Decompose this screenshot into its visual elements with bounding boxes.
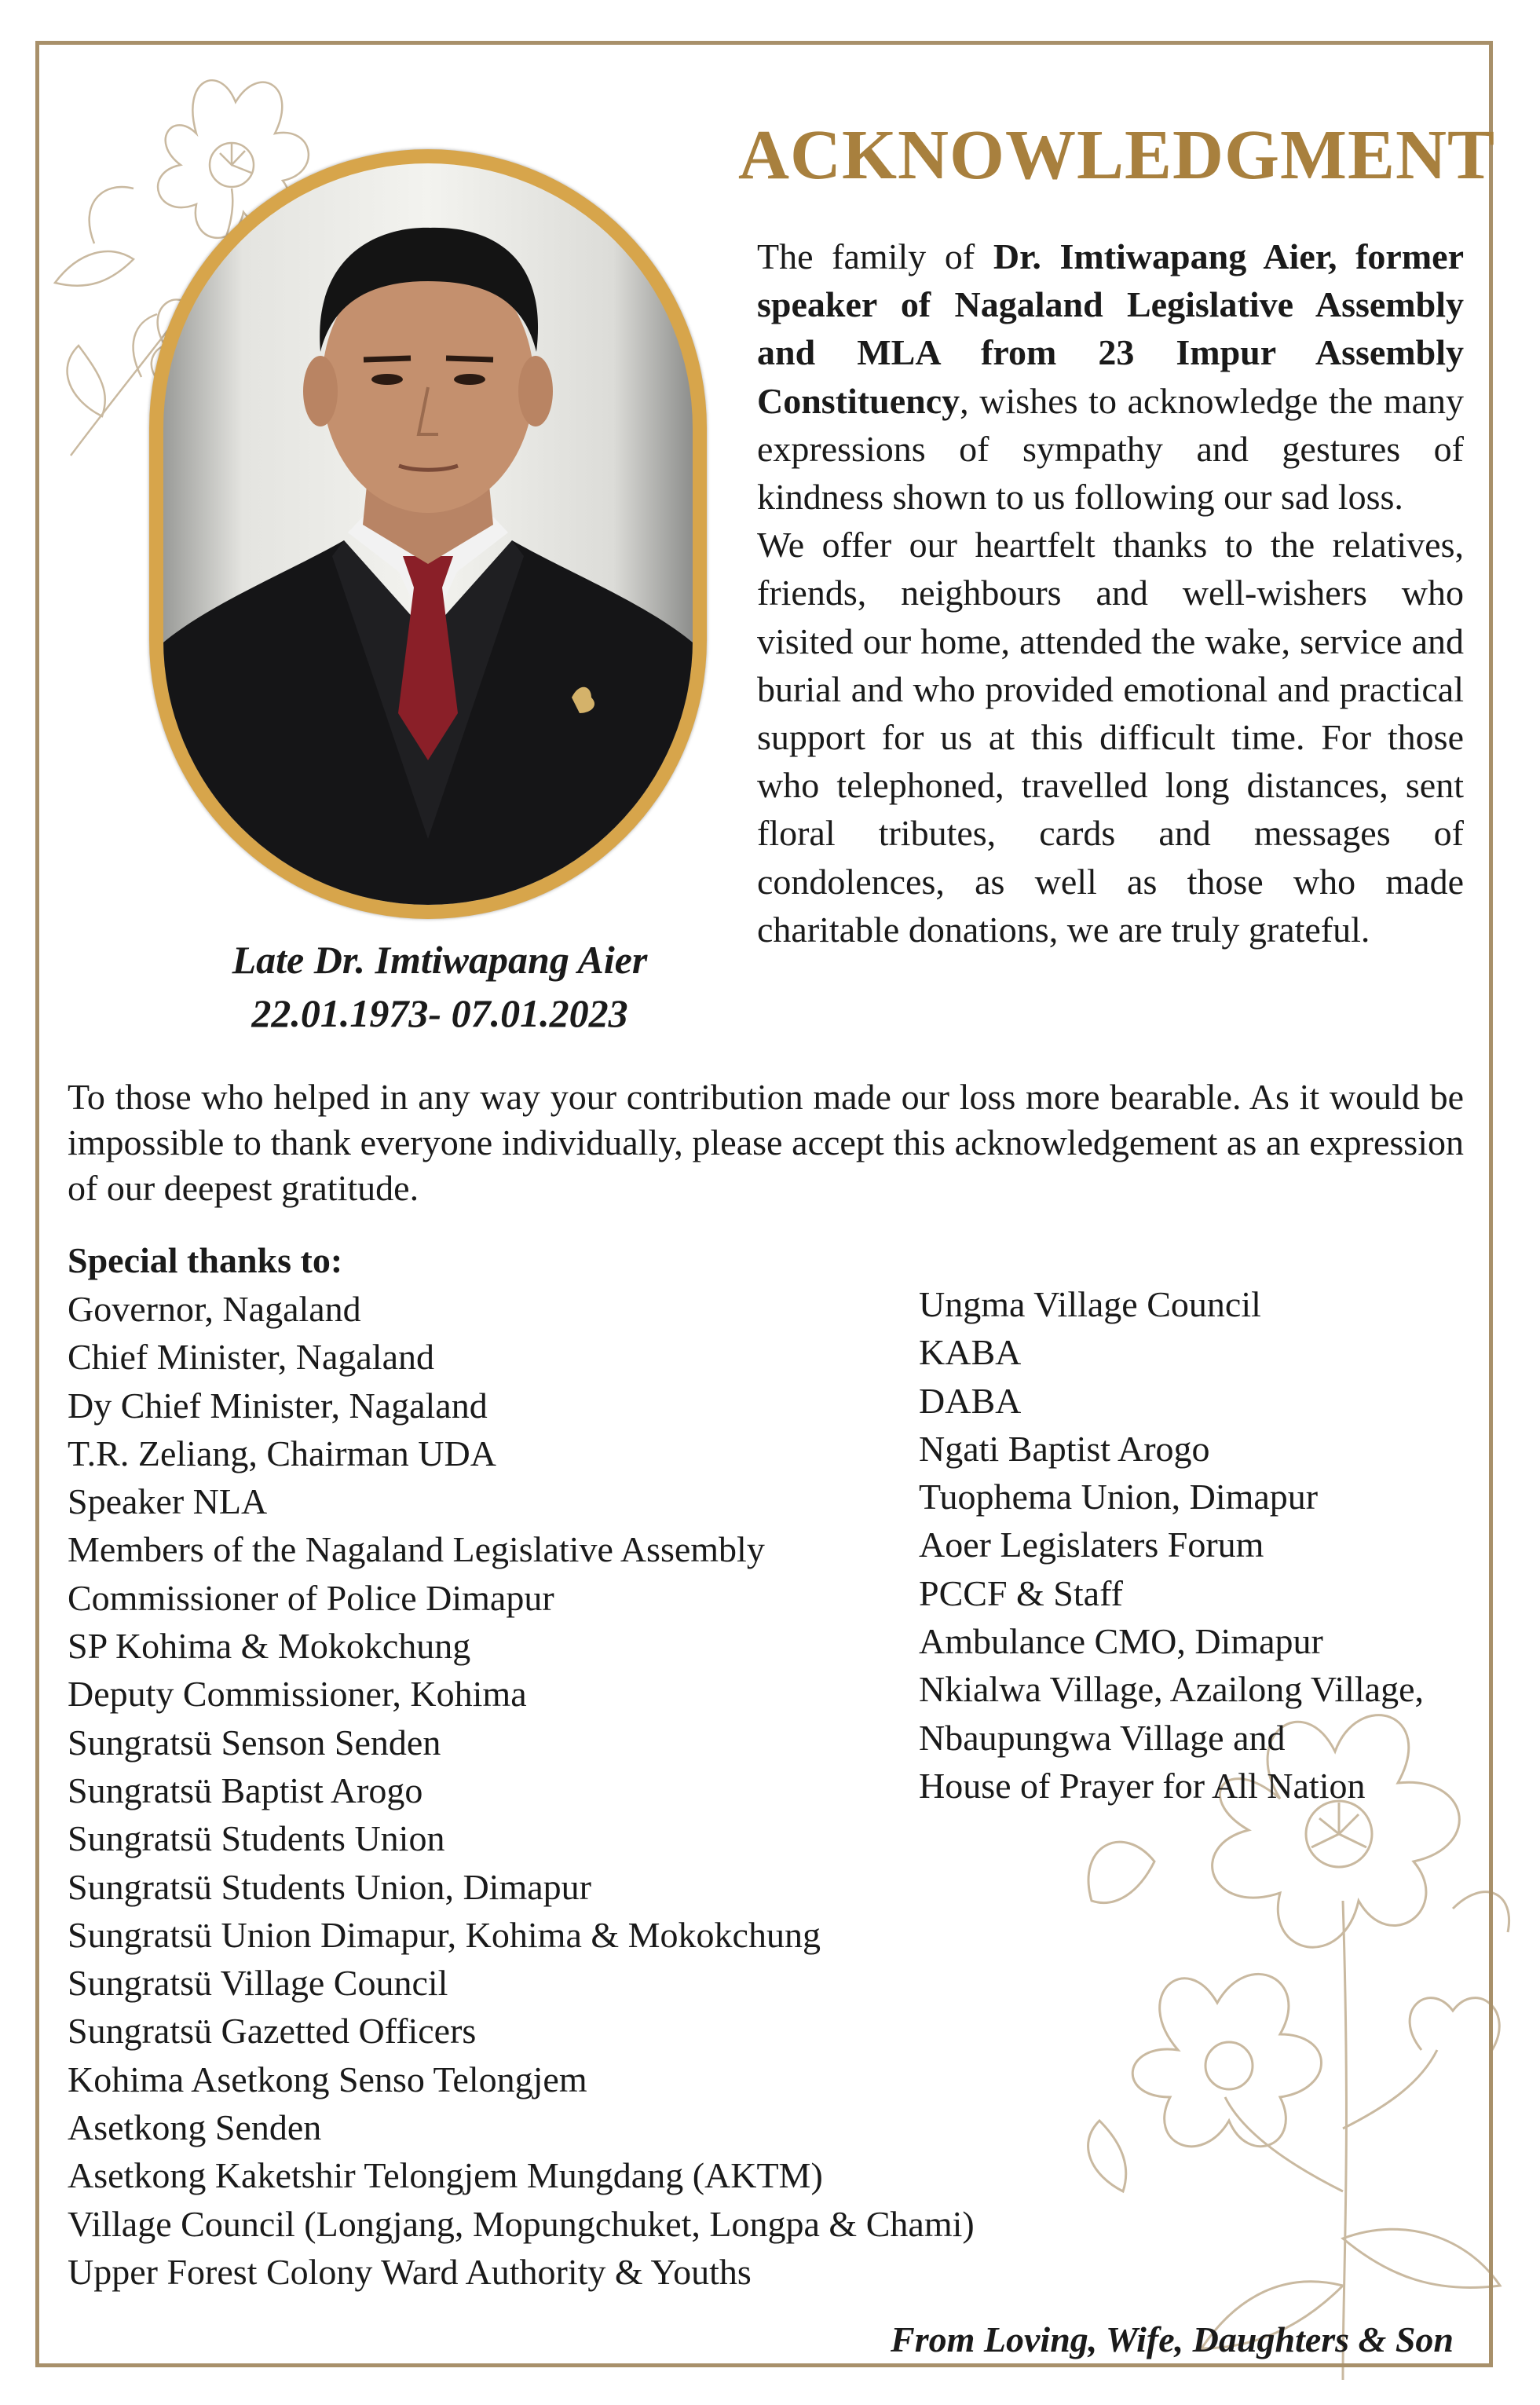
closing-paragraph: To those who helped in any way your contribution made our loss more bearable. As it would be impossible to thank everyone individually, please accept this acknowledgement as an expression of our deepest gratitude. xyxy=(68,1077,1464,1208)
thanks-list-item: Deputy Commissioner, Kohima xyxy=(68,1674,527,1715)
thanks-list-item: KABA xyxy=(919,1332,1022,1373)
thanks-list-item: Dy Chief Minister, Nagaland xyxy=(68,1385,488,1426)
thanks-list-item: Speaker NLA xyxy=(68,1481,268,1522)
portrait-illustration xyxy=(163,163,693,905)
thanks-list-item: Upper Forest Colony Ward Authority & Youths xyxy=(68,2251,752,2292)
intro-paragraph-2: We offer our heartfelt thanks to the relatives, friends, neighbours and well-wishers who visited our home, attended the wake, service and burial and who provided emotional and practical support for us at this difficult time. For those who telephoned, travelled long distances, sent floral tributes, cards and messages of condolences, as well as those who made charitable donations, we are truly grateful. xyxy=(757,525,1464,950)
thanks-list-item: Commissioner of Police Dimapur xyxy=(68,1577,554,1618)
thanks-list-item: Members of the Nagaland Legislative Assembly xyxy=(68,1529,765,1570)
thanks-list-item: Sungratsü Gazetted Officers xyxy=(68,2011,477,2052)
thanks-list-item: Aoer Legislaters Forum xyxy=(919,1525,1264,1565)
thanks-list-item: House of Prayer for All Nation xyxy=(919,1765,1366,1806)
thanks-list-item: Kohima Asetkong Senso Telongjem xyxy=(68,2059,587,2099)
thanks-list-item: T.R. Zeliang, Chairman UDA xyxy=(68,1433,496,1473)
thanks-list-item: DABA xyxy=(919,1380,1022,1421)
thanks-list-item: PCCF & Staff xyxy=(919,1572,1123,1613)
portrait-photo xyxy=(163,163,693,905)
intro-paragraph-1 xyxy=(757,232,1464,521)
thanks-list-item: Ngati Baptist Arogo xyxy=(919,1428,1210,1469)
thanks-list-item: Sungratsü Students Union, Dimapur xyxy=(68,1866,591,1907)
intro-lead: The family of xyxy=(757,236,975,276)
thanks-list-item: Sungratsü Village Council xyxy=(68,1963,448,2004)
thanks-list-item: SP Kohima & Mokokchung xyxy=(68,1626,471,1667)
intro-after-honoree: , wishes to acknowledge the many expressions of sympathy and gestures of kindness shown to us following our sad loss. xyxy=(757,380,1464,518)
special-thanks-list-right xyxy=(919,1280,1484,1810)
thanks-list-item: Sungratsü Students Union xyxy=(68,1818,445,1859)
thanks-list-item: Chief Minister, Nagaland xyxy=(68,1337,434,1378)
thanks-list-item: Village Council (Longjang, Mopungchuket, Longpa & Chami) xyxy=(68,2203,975,2244)
special-thanks-heading: Special thanks to: xyxy=(68,1240,343,1280)
portrait-caption xyxy=(134,933,746,1040)
caption-dates: 22.01.1973- 07.01.2023 xyxy=(251,991,628,1035)
thanks-list-item: Asetkong Kaketshir Telongjem Mungdang (AKTM) xyxy=(68,2155,823,2196)
thanks-list-item: Sungratsü Senson Senden xyxy=(68,1722,441,1763)
thanks-list-item: Nkialwa Village, Azailong Village, xyxy=(919,1669,1425,1710)
honoree-details: Dr. Imtiwapang Aier, former speaker of Nagaland Legislative Assembly and MLA from 23 Impur Assembly Constituency xyxy=(757,236,1464,421)
intro-text xyxy=(757,232,1464,954)
thanks-list-item: Sungratsü Baptist Arogo xyxy=(68,1770,423,1810)
page-title: ACKNOWLEDGMENT xyxy=(738,116,1496,194)
signoff: From Loving, Wife, Daughters & Son xyxy=(891,2319,1454,2359)
thanks-list-item: Ambulance CMO, Dimapur xyxy=(919,1621,1323,1662)
caption-name: Late Dr. Imtiwapang Aier xyxy=(232,938,648,982)
thanks-list-item: Nbaupungwa Village and xyxy=(919,1717,1286,1758)
thanks-list-item: Tuophema Union, Dimapur xyxy=(919,1477,1319,1517)
thanks-list-item: Sungratsü Union Dimapur, Kohima & Mokokchung xyxy=(68,1914,821,1955)
thanks-list-item: Asetkong Senden xyxy=(68,2107,322,2148)
thanks-list-item: Governor, Nagaland xyxy=(68,1289,361,1329)
thanks-list-item: Ungma Village Council xyxy=(919,1284,1261,1324)
